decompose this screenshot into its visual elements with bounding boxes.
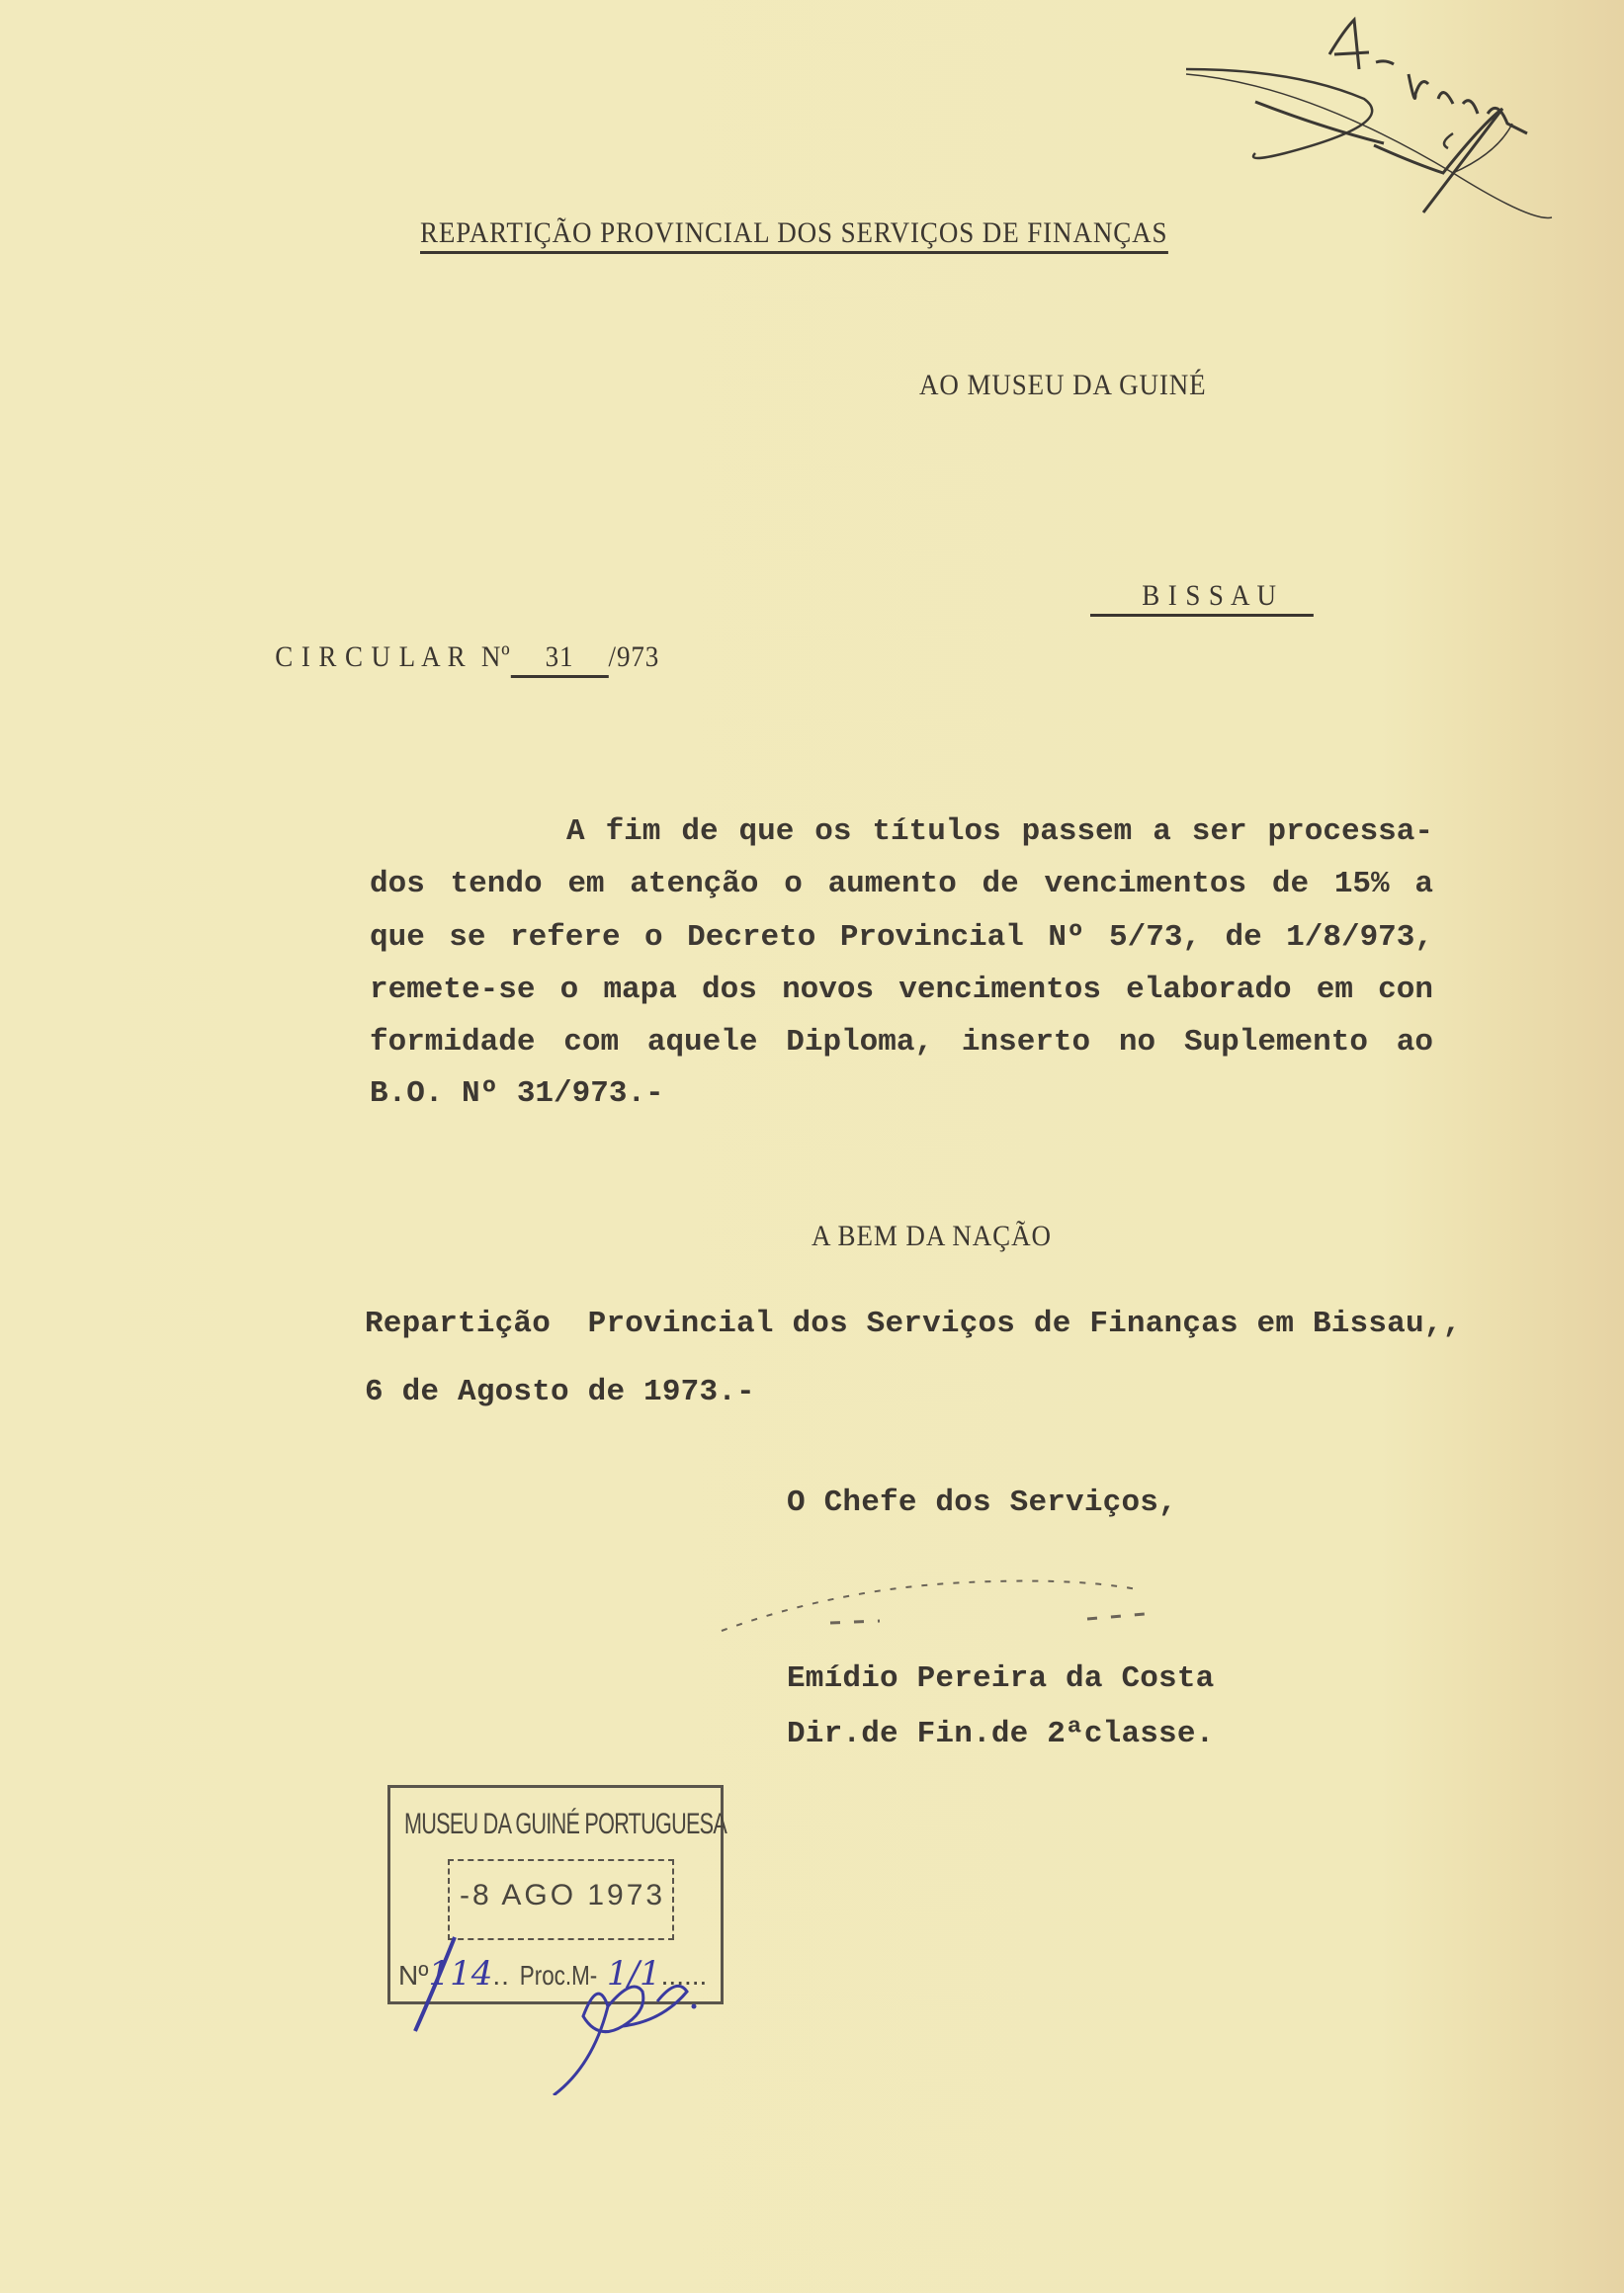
body-line: que se refere o Decreto Provincial Nº 5/73, de 1/8/973,: [370, 920, 1433, 955]
place-line: Repartição Provincial dos Serviços de Finanças em Bissau,,: [365, 1307, 1462, 1341]
body-line: A fim de que os títulos passem a ser processa-: [566, 814, 1433, 849]
body-line: B.O. Nº 31/973.-: [370, 1076, 664, 1111]
signatory-name: Emídio Pereira da Costa: [787, 1661, 1215, 1696]
circular-year: /973: [608, 640, 660, 673]
stamp-number: 114: [428, 1954, 493, 1994]
signatory-title: Dir.de Fin.de 2ªclasse.: [787, 1717, 1215, 1751]
circular-label: C I R C U L A R Nº: [275, 640, 511, 673]
stamp-date: -8 AGO 1973: [460, 1879, 666, 1911]
stamp-proc: 1/1: [606, 1954, 661, 1994]
stamp-number-row: Nº114.. Proc.M- 1/1......: [398, 1954, 708, 1994]
body-line: remete-se o mapa dos novos vencimentos elaborado em con: [370, 973, 1433, 1007]
recipient: AO MUSEU DA GUINÉ: [919, 369, 1207, 401]
body-line: formidade com aquele Diploma, inserto no Suplemento ao: [370, 1025, 1433, 1060]
circular-number-value: 31: [511, 639, 609, 678]
handwritten-annotation: [1156, 15, 1591, 227]
salutation: A BEM DA NAÇÃO: [812, 1220, 1052, 1252]
recipient-city: [1090, 543, 1314, 617]
document-heading: REPARTIÇÃO PROVINCIAL DOS SERVIÇOS DE FINANÇAS: [420, 215, 1167, 254]
faint-signature: [712, 1562, 1265, 1651]
stamp-number-label: Nº: [398, 1960, 429, 1991]
body-line: dos tendo em atenção o aumento de vencimentos de 15% a: [370, 867, 1433, 901]
stamp-institution: MUSEU DA GUINÉ PORTUGUESA: [404, 1808, 727, 1840]
date-line: 6 de Agosto de 1973.-: [365, 1375, 755, 1409]
stamp-proc-label: Proc.M-: [519, 1960, 598, 1991]
city-text: B I S S A U: [1142, 579, 1277, 612]
signatory-role: O Chefe dos Serviços,: [787, 1486, 1177, 1520]
circular-number: [260, 604, 659, 678]
pen-initials: [395, 1917, 712, 2095]
